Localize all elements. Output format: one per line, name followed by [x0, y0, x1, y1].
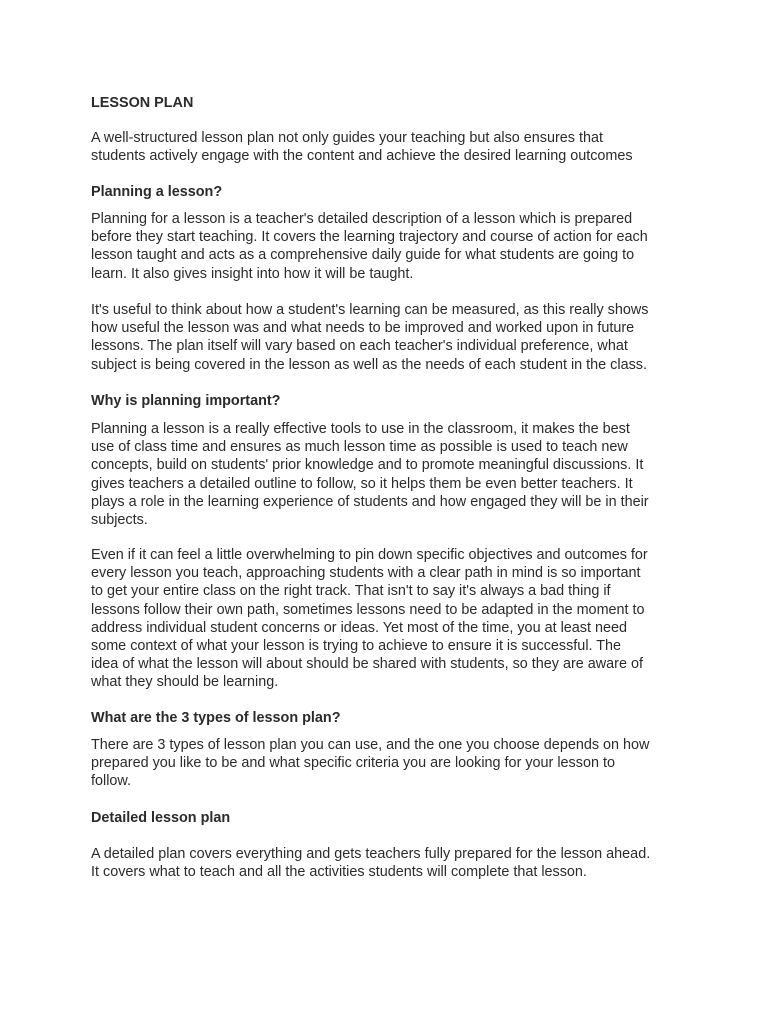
text-line: how useful the lesson was and what needs to be improved and worked upon in future [91, 320, 635, 337]
text-line: learn. It also gives insight into how it will be taught. [91, 265, 414, 282]
intro-paragraph [91, 129, 691, 165]
text-line: Planning a lesson is a really effective tools to use in the classroom, it makes the best [91, 421, 630, 437]
text-line: subjects. [91, 512, 148, 529]
section-heading-planning-a-lesson: Planning a lesson? [91, 184, 223, 200]
document-title: LESSON PLAN [91, 95, 194, 111]
text-line: lesson taught and acts as a comprehensive daily guide for what students are going to [91, 247, 635, 264]
text-line: address individual student concerns or ideas. Yet most of the time, you at least need [91, 619, 627, 636]
text-line: It's useful to think about how a student's learning can be measured, as this really shows [91, 302, 649, 318]
text-line: subject is being covered in the lesson as well as the needs of each student in the class. [91, 356, 647, 373]
text-line: students actively engage with the content and achieve the desired learning outcomes [91, 148, 633, 165]
text-line: It covers what to teach and all the activities students will complete that lesson. [91, 864, 587, 881]
section-heading-why-planning-important: Why is planning important? [91, 393, 281, 409]
text-line: prepared you like to be and what specific criteria you are looking for your lesson to [91, 755, 615, 772]
section-heading-three-types: What are the 3 types of lesson plan? [91, 710, 341, 726]
text-line: There are 3 types of lesson plan you can use, and the one you choose depends on how [91, 737, 650, 753]
text-line: gives teachers a detailed outline to follow, so it helps them be even better teachers. It [91, 475, 633, 492]
text-line: idea of what the lesson will about should be shared with students, so they are aware of [91, 656, 643, 673]
section-heading-detailed-lesson-plan: Detailed lesson plan [91, 810, 231, 826]
text-line: lessons. The plan itself will vary based on each teacher's individual preference, what [91, 338, 628, 355]
text-line: Even if it can feel a little overwhelming to pin down specific objectives and outcomes for [91, 547, 648, 563]
text-line: what they should be learning. [91, 674, 279, 691]
paragraph-planning-definition [91, 210, 691, 283]
text-line: Planning for a lesson is a teacher's detailed description of a lesson which is prepared [91, 211, 633, 227]
paragraph-planning-benefits [91, 420, 691, 529]
text-line: A detailed plan covers everything and gets teachers fully prepared for the lesson ahead. [91, 846, 651, 862]
text-line: before they start teaching. It covers the learning trajectory and course of action for each [91, 229, 648, 246]
text-line: every lesson you teach, approaching students with a clear path in mind is so important [91, 565, 641, 582]
paragraph-measuring-learning [91, 301, 691, 374]
text-line: follow. [91, 773, 131, 790]
paragraph-detailed-plan [91, 845, 691, 881]
text-line: plays a role in the learning experience of students and how engaged they will be in their [91, 493, 649, 510]
text-line: A well-structured lesson plan not only guides your teaching but also ensures that [91, 130, 603, 146]
text-line: lessons follow their own path, sometimes lessons need to be adapted in the moment to [91, 601, 645, 618]
text-line: concepts, build on students' prior knowledge and to promote meaningful discussions. It [91, 457, 644, 474]
text-line: some context of what your lesson is trying to achieve to ensure it is successful. The [91, 638, 622, 655]
paragraph-objectives-outcomes [91, 546, 691, 692]
text-line: to get your entire class on the right track. That isn't to say it's always a bad thing if [91, 583, 611, 600]
paragraph-three-types [91, 736, 691, 791]
text-line: use of class time and ensures as much lesson time as possible is used to teach new [91, 439, 628, 456]
